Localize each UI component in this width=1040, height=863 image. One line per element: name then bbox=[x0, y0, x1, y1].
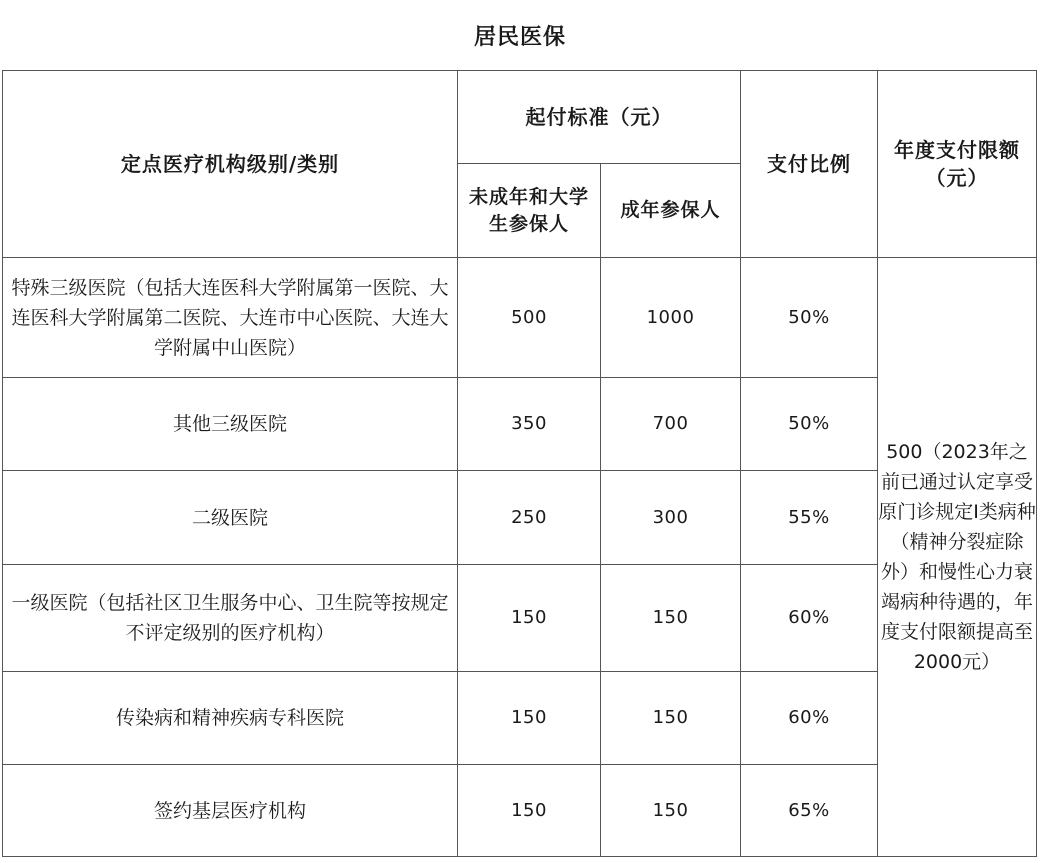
row-deductible-adult: 700 bbox=[601, 378, 741, 471]
row-payment-ratio: 50% bbox=[741, 378, 878, 471]
row-category: 二级医院 bbox=[3, 471, 458, 565]
row-deductible-adult: 1000 bbox=[601, 258, 741, 378]
annual-limit-cell: 500（2023年之前已通过认定享受原门诊规定Ⅰ类病种（精神分裂症除外）和慢性心力衰竭病种待遇的，年度支付限额提高至2000元） bbox=[878, 258, 1037, 857]
row-category: 一级医院（包括社区卫生服务中心、卫生院等按规定不评定级别的医疗机构） bbox=[3, 565, 458, 672]
table-row bbox=[3, 258, 1037, 378]
row-deductible-adult: 300 bbox=[601, 471, 741, 565]
row-category: 签约基层医疗机构 bbox=[3, 765, 458, 857]
row-deductible-minor: 150 bbox=[458, 565, 601, 672]
header-payment-ratio: 支付比例 bbox=[741, 71, 878, 258]
row-payment-ratio: 50% bbox=[741, 258, 878, 378]
header-annual-limit: 年度支付限额（元） bbox=[878, 71, 1037, 258]
row-category: 传染病和精神疾病专科医院 bbox=[3, 672, 458, 765]
row-deductible-minor: 150 bbox=[458, 672, 601, 765]
page-title: 居民医保 bbox=[473, 24, 566, 50]
row-payment-ratio: 60% bbox=[741, 565, 878, 672]
row-deductible-adult: 150 bbox=[601, 672, 741, 765]
row-category: 特殊三级医院（包括大连医科大学附属第一医院、大连医科大学附属第二医院、大连市中心医院、大连大学附属中山医院） bbox=[3, 258, 458, 378]
row-deductible-minor: 250 bbox=[458, 471, 601, 565]
row-deductible-minor: 150 bbox=[458, 765, 601, 857]
header-deductible: 起付标准（元） bbox=[458, 71, 741, 164]
row-payment-ratio: 60% bbox=[741, 672, 878, 765]
row-payment-ratio: 55% bbox=[741, 471, 878, 565]
row-deductible-minor: 350 bbox=[458, 378, 601, 471]
row-deductible-adult: 150 bbox=[601, 565, 741, 672]
header-category: 定点医疗机构级别/类别 bbox=[3, 71, 458, 258]
row-category: 其他三级医院 bbox=[3, 378, 458, 471]
header-deductible-adult: 成年参保人 bbox=[601, 164, 741, 258]
row-deductible-adult: 150 bbox=[601, 765, 741, 857]
row-payment-ratio: 65% bbox=[741, 765, 878, 857]
row-deductible-minor: 500 bbox=[458, 258, 601, 378]
header-deductible-minor: 未成年和大学生参保人 bbox=[458, 164, 601, 258]
insurance-fee-table bbox=[2, 70, 1037, 857]
